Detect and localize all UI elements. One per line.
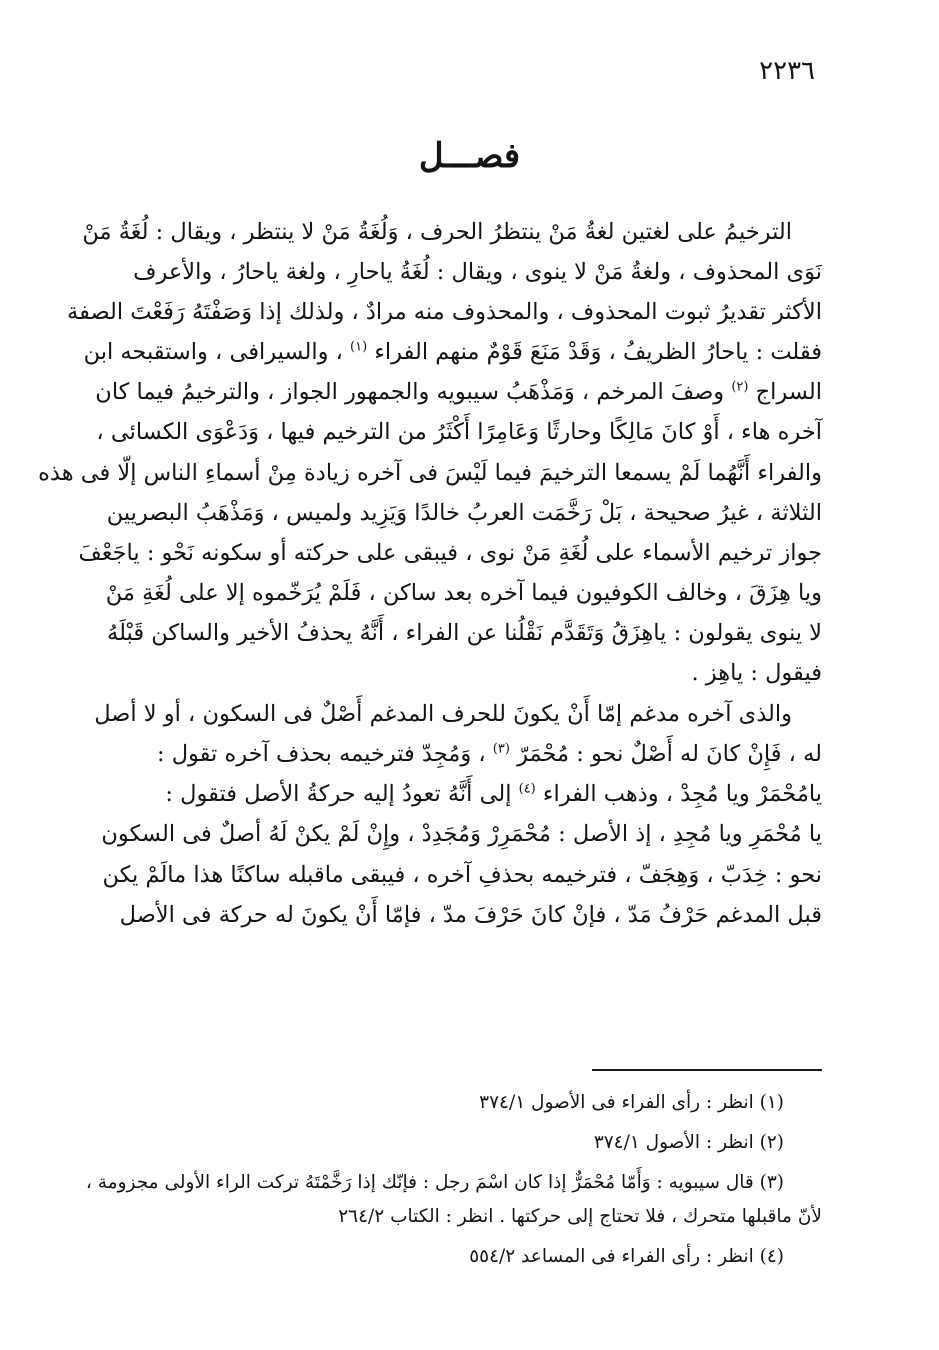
text-segment: وصفَ المرخم ، وَمَذْهَبُ سيبويه والجمهور الجواز ، والترخيمُ فيما كان [95,379,725,406]
footnote-2: (٢) انظر : الأصول ٣٧٤/١ [593,1132,784,1153]
text-line: جواز ترخيم الأسماء على لُغَةِ مَنْ نوى ، فيبقى على حركته أو سكونه نَحْو : ياجَعْفَ [78,539,822,566]
footnote-ref-3: (٣) [492,741,510,757]
text-segment: ، والسيرافى ، واستقبحه ابن [83,339,343,366]
text-line [120,734,822,774]
text-line: ويا هِزَقَ ، وخالف الكوفيون فيما آخره بعد ساكن ، فَلَمْ يُرَخّموه إلا على لُغَةِ مَنْ [105,579,822,606]
text-line: والذى آخره مدغم إمّا أَنْ يكونَ للحرف المدغم أَصْلٌ فى السكون ، أو لا أصل [94,701,792,728]
footnote-4: (٤) انظر : رأى الفراء فى المساعد ٥٥٤/٢ [469,1246,784,1267]
text-segment: إلى أَنَّهُ تعودُ إليه حركةُ الأصل فتقول : [165,781,512,808]
text-segment: له ، فَإِنْ كانَ له أَصْلٌ نحو : مُحْمَرّ [517,741,822,768]
text-line: نَوَى المحذوف ، ولغةُ مَنْ لا ينوى ، ويقال : لُغَةُ ياحارِ ، ولغة ياحارُ ، والأعرف [133,259,822,286]
text-segment: ، وَمُجِدّ فترخيمه بحذف آخره تقول : [156,741,486,768]
footnote-ref-1: (١) [350,339,368,355]
footnote-3: (٣) قال سيبويه : وَأَمّا مُحْمَرٌّ إذا كان اسْمَ رجل : فإنّك إذا رَخَّمْتَهُ تركت الراء الأولى مجزومة ، [85,1172,784,1193]
footnote-ref-4: (٤) [518,781,536,797]
text-line: آخره هاء ، أَوْ كانَ مَالِكًا وحارثًا وَعَامِرًا أَكْثَرُ من الترخيم فيها ، وَدَعْوَى الكسائى ، [96,419,822,446]
text-segment: يامُحْمَرْ ويا مُجِدْ ، وذهب الفراء [542,781,822,808]
text-line: فيقول : ياهِز . [691,660,822,687]
footnotes [85,1086,822,1274]
footnote-3-continued: لأنّ ماقبلها متحرك ، فلا تحتاج إلى حركتها . انظر : الكتاب ٢٦٤/٢ [338,1206,822,1227]
footnote-ref-2: (٢) [731,379,749,395]
text-line: الترخيمُ على لغتين لغةُ مَنْ ينتظرُ الحرف ، وَلُغَةُ مَنْ لا ينتظر ، ويقال : لُغَةُ مَنْ [82,219,792,245]
footnote-1: (١) انظر : رأى الفراء فى الأصول ٣٧٤/١ [479,1092,784,1113]
text-line: نحو : خِدَبّ ، وَهِجَفّ ، فترخيمه بحذفِ آخره ، فيبقى ماقبله ساكنًا هذا مالَمْ يكن [102,861,822,888]
text-line: الثلاثة ، غيرُ صحيحة ، بَلْ رَخَّمَت العربُ خالدًا وَيَزِيد ولميس ، وَمَذْهَبُ البصريين [106,499,822,526]
footnote-divider [592,1069,822,1071]
paragraph-2 [94,694,822,935]
text-segment: السراج [755,379,822,406]
text-segment: فقلت : ياحارُ الظريفُ ، وَقَدْ مَنَعَ قَوْمٌ منهم الفراء [374,339,822,366]
body-text [38,212,822,935]
text-line: والفراء أَنَّهُما لَمْ يسمعا الترخيمَ فيما لَيْسَ فى آخره زيادة مِنْ أسماءِ الناس إلّا فى هذه [38,459,822,486]
text-line: يا مُحْمَرِ ويا مُجِدِ ، إذ الأصل : مُحْمَرِرْ وَمُجَدِدْ ، وإِنْ لَمْ يكنْ لَهُ أصلٌ فى السكون [101,821,822,848]
section-title: فصـــل [418,136,521,176]
text-line: لا ينوى يقولون : ياهِزَقُ وَتَقَدَّم نَقْلُنا عن الفراء ، أَنَّهُ يحذفُ الأخير والساكن قَبْلَهُ [107,619,822,646]
text-line [83,332,822,372]
text-line [95,372,822,412]
text-line: الأكثر تقديرُ ثبوت المحذوف ، والمحذوف منه مرادٌ ، ولذلك إذا وَصَفْتَهُ رَفَعْتَ الصفة [67,299,822,326]
text-line [120,774,822,814]
text-line: قبل المدغم حَرْفُ مَدّ ، فإنْ كانَ حَرْفَ مدّ ، فإمّا أَنْ يكونَ له حركة فى الأصل [119,901,822,928]
page-number: ٢٢٣٦ [759,56,815,86]
paragraph-1 [38,212,822,693]
